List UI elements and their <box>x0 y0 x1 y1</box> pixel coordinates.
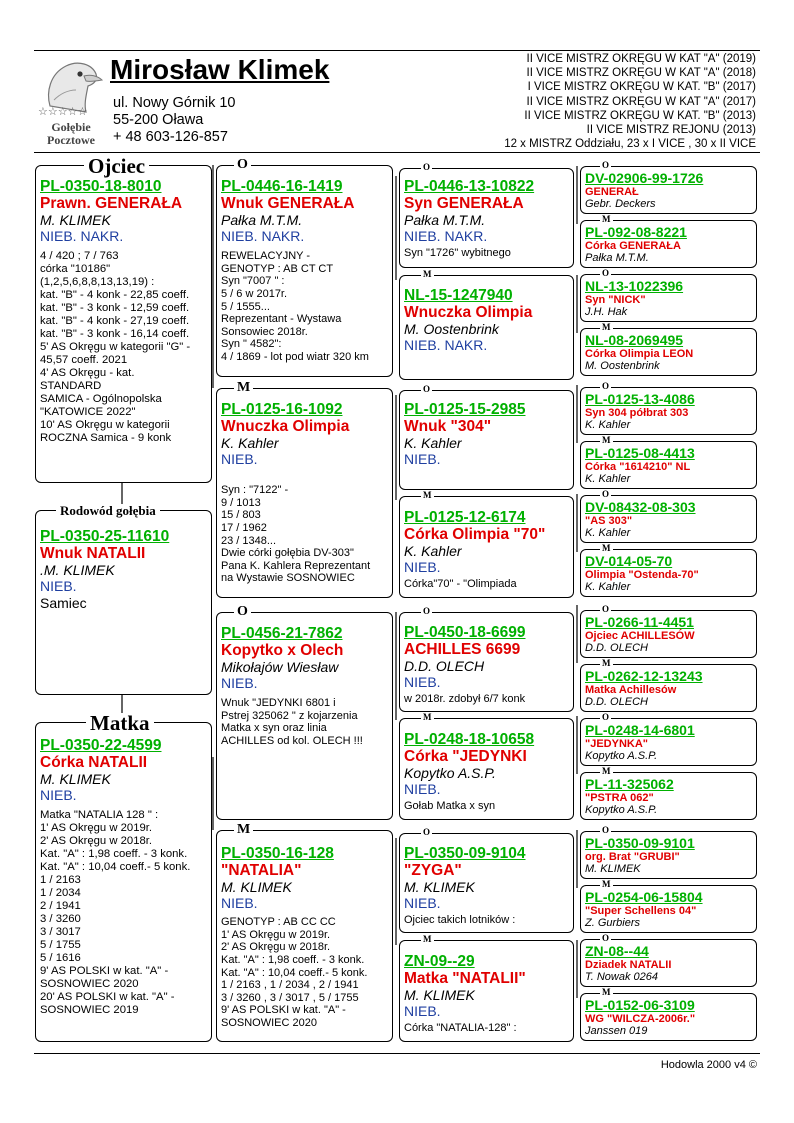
pigeon-name: Wnuk NATALII <box>40 545 146 563</box>
sire-marker: O <box>602 933 610 943</box>
pigeon-color: NIEB. <box>404 674 441 691</box>
ring-number[interactable]: PL-0248-18-10658 <box>404 731 535 748</box>
pigeon-name: Córka NATALII <box>40 754 148 772</box>
dam-marker: M <box>602 766 611 776</box>
dam-marker: M <box>602 658 611 668</box>
pigeon-name: Córka "1614210" NL <box>585 461 691 474</box>
sire-marker: O <box>423 384 431 394</box>
ring-number[interactable]: PL-0350-22-4599 <box>40 737 162 754</box>
pigeon-card-g11[interactable] <box>580 718 757 766</box>
pigeon-card-mmf[interactable] <box>399 833 574 933</box>
ring-number[interactable]: PL-0152-06-3109 <box>585 997 695 1013</box>
achievement-item: 12 x MISTRZ Oddziału, 23 x I VICE , 30 x II VICE <box>504 138 756 151</box>
ring-number[interactable]: PL-0350-25-11610 <box>40 528 170 545</box>
pigeon-card-mff[interactable] <box>399 612 574 712</box>
ring-number[interactable]: PL-0446-13-10822 <box>404 178 535 195</box>
ring-number[interactable]: PL-0456-21-7862 <box>221 625 343 642</box>
ring-number[interactable]: ZN-08--44 <box>585 943 649 959</box>
sire-marker: O <box>423 827 431 837</box>
footer-credit: Hodowla 2000 v4 © <box>660 1059 757 1071</box>
pigeon-notes: Gołab Matka x syn <box>404 799 496 812</box>
pigeon-name: org. Brat "GRUBI" <box>585 851 680 864</box>
ring-number[interactable]: DV-08432-08-303 <box>585 499 696 515</box>
pigeon-card-g8[interactable] <box>580 549 757 597</box>
achievement-item: II VICE MISTRZ OKRĘGU W KAT "A" (2019) <box>526 53 756 65</box>
pigeon-color: NIEB. NAKR. <box>404 337 488 354</box>
ring-number[interactable]: PL-0350-09-9101 <box>585 835 695 851</box>
pigeon-name: Syn GENERAŁA <box>404 195 524 213</box>
pigeon-name: Prawn. GENERAŁA <box>40 195 183 213</box>
pigeon-notes: Córka"70" - "Olimpiada <box>404 577 517 590</box>
pigeon-color: NIEB. NAKR. <box>40 228 124 245</box>
ring-number[interactable]: DV-014-05-70 <box>585 553 673 569</box>
pigeon-owner: D.D. OLECH <box>585 696 648 709</box>
pigeon-owner: M. KLIMEK <box>404 879 475 896</box>
logo-text-line1: Gołębie <box>51 120 91 134</box>
pigeon-owner: K. Kahler <box>221 435 279 452</box>
ring-number[interactable]: ZN-09--29 <box>404 953 475 970</box>
ring-number[interactable]: PL-0266-11-4451 <box>585 614 694 630</box>
achievement-item: II VICE MISTRZ OKRĘGU W KAT "A" (2018) <box>526 67 756 80</box>
ring-number[interactable]: PL-0446-16-1419 <box>221 178 343 195</box>
pigeon-notes: GENOTYP : AB CC CC 1' AS Okręgu w 2019r. 2' AS Okręgu w 2018r. Kat. "A" : 1,98 coeff. - 3 konk. Kat. "A" : 10,04 coeff.- 5 konk. 1 / 2163 , 1 / 2034 , 2 / 1941 3 / 3260 , 3 / 3017 , 5 / 1755 9' AS POLSKI w kat. "A" - SOSNOWIEC 2020 <box>221 915 368 1030</box>
sire-marker: O <box>602 268 610 278</box>
sire-marker: O <box>602 489 610 499</box>
pigeon-name: "NATALIA" <box>221 862 302 880</box>
pigeon-name: WG "WILCZA-2006r." <box>585 1013 696 1026</box>
pigeon-owner: M. KLIMEK <box>404 987 475 1004</box>
pigeon-notes: Wnuk "JEDYNKI 6801 i Pstrej 325062 " z kojarzenia Matka x syn oraz linia ACHILLES od kol. OLECH !!! <box>221 696 363 747</box>
ring-number[interactable]: PL-0125-15-2985 <box>404 401 526 418</box>
pigeon-card-g12[interactable] <box>580 772 757 820</box>
ring-number[interactable]: PL-0350-09-9104 <box>404 845 526 862</box>
pigeon-owner: K. Kahler <box>404 435 462 452</box>
pigeon-card-fm[interactable] <box>216 388 393 598</box>
dam-marker: M <box>602 322 611 332</box>
pigeon-card-g6[interactable] <box>580 441 757 489</box>
ring-number[interactable]: PL-0450-18-6699 <box>404 624 526 641</box>
svg-text:☆☆☆☆☆: ☆☆☆☆☆ <box>38 105 88 116</box>
pigeon-owner: Kopytko A.S.P. <box>404 765 496 782</box>
pigeon-card-g10[interactable] <box>580 664 757 712</box>
sire-marker: O <box>602 825 610 835</box>
pigeon-card-mfm[interactable] <box>399 718 574 820</box>
pigeon-name: Córka Olimpia "70" <box>404 526 546 544</box>
pigeon-name: Wnuk "304" <box>404 418 492 436</box>
pigeon-notes: Syn : "7122" - 9 / 1013 15 / 803 17 / 1962 23 / 1348... Dwie córki gołębia DV-303" Pana K. Kahlera Reprezentant na Wystawie SOSNOWIEC <box>221 483 371 585</box>
pigeon-card-g14[interactable] <box>580 885 757 933</box>
pigeon-owner: Mikołajów Wiesław <box>221 659 339 676</box>
pigeon-card-fmf[interactable] <box>399 390 574 490</box>
label-father: Ojciec <box>84 156 149 177</box>
pigeon-owner: M. Oostenbrink <box>404 321 499 338</box>
pigeon-owner: M. KLIMEK <box>221 879 292 896</box>
pigeon-card-g16[interactable] <box>580 993 757 1041</box>
pigeon-owner: K. Kahler <box>585 473 631 486</box>
pigeon-owner: Gebr. Deckers <box>585 198 656 211</box>
dam-marker: M <box>423 934 432 944</box>
pigeon-notes: 4 / 420 ; 7 / 763 córka "10186" (1,2,5,6,8,8,13,13,19) : kat. "B" - 4 konk - 22,85 coeff. kat. "B" - 3 konk - 12,59 coeff. kat. "B" - 4 konk - 27,19 coeff. kat. "B" - 3 konk - 16,14 coeff. 5' AS Okręgu w kategorii "G" - 45,57 coeff. 2021 4' AS Okręgu - kat. STANDARD SAMICA - Ogólnopolska "KATOWICE 2022" 10' AS Okręgu w kategorii ROCZNA Samica - 9 konk <box>40 249 191 444</box>
dam-marker: M <box>234 823 253 837</box>
ring-number[interactable]: PL-0125-08-4413 <box>585 445 695 461</box>
pigeon-name: Córka GENERAŁA <box>585 240 681 253</box>
pigeon-color: NIEB. <box>404 451 441 468</box>
pigeon-owner: K. Kahler <box>404 543 462 560</box>
pigeon-sex: Samiec <box>40 594 87 611</box>
pigeon-owner: D.D. OLECH <box>585 642 648 655</box>
pigeon-owner: Pałka M.T.M. <box>404 212 486 229</box>
pigeon-name: Ojciec ACHILLESÓW <box>585 630 695 643</box>
pigeon-name: Olimpia "Ostenda-70" <box>585 569 699 582</box>
pigeon-notes: Matka "NATALIA 128 " : 1' AS Okręgu w 2019r. 2' AS Okręgu w 2018r. Kat. "A" : 1,98 coeff. - 3 konk. Kat. "A" : 10,04 coeff.- 5 konk. 1 / 2163 1 / 2034 2 / 1941 3 / 3260 3 / 3017 5 / 1755 5 / 1616 9' AS POLSKI w kat. "A" - SOSNOWIEC 2020 20' AS POLSKI w kat. "A" - SOSNOWIEC 2019 <box>40 808 191 1016</box>
pigeon-name: Wnuczka Olimpia <box>221 418 350 436</box>
dam-marker: M <box>602 543 611 553</box>
sire-marker: O <box>602 712 610 722</box>
breeder-name: Mirosław Klimek <box>110 54 330 85</box>
pigeon-color: NIEB. <box>404 781 441 798</box>
pigeon-color: NIEB. NAKR. <box>404 228 488 245</box>
pigeon-card-subject[interactable] <box>35 510 212 695</box>
pigeon-notes: Ojciec takich lotników : <box>404 913 516 926</box>
achievement-item: II VICE MISTRZ OKRĘGU W KAT. "B" (2013) <box>524 109 756 122</box>
pigeon-color: NIEB. <box>404 559 441 576</box>
ring-number[interactable]: PL-11-325062 <box>585 776 674 792</box>
pigeon-owner: M. KLIMEK <box>40 771 111 788</box>
pigeon-name: "ZYGA" <box>404 862 462 880</box>
pigeon-owner: M. KLIMEK <box>585 863 641 876</box>
pigeon-name: Dziadek NATALII <box>585 959 672 972</box>
pigeon-owner: T. Nowak 0264 <box>585 971 658 984</box>
pigeon-card-g3[interactable] <box>580 274 757 322</box>
address-street: ul. Nowy Górnik 10 <box>113 95 236 111</box>
logo-text-line2: Pocztowe <box>47 132 95 147</box>
pigeon-notes: REWELACYJNY - GENOTYP : AB CT CT Syn "7007 " : 5 / 6 w 2017r. 5 / 1555... Reprezentant - Wystawa Sonsowiec 2018r. Syn " 4582": 4 / 1869 - lot pod wiatr 320 km <box>221 249 369 364</box>
ring-number[interactable]: PL-0350-16-128 <box>221 845 334 862</box>
pigeon-card-mother[interactable] <box>35 722 212 1042</box>
pigeon-card-fff[interactable] <box>399 168 574 268</box>
pigeon-name: Córka "JEDYNKI <box>404 748 527 766</box>
address-phone: + 48 603-126-857 <box>113 129 228 145</box>
dam-marker: M <box>602 879 611 889</box>
ring-number[interactable]: DV-02906-99-1726 <box>585 170 704 186</box>
pigeon-name: Syn "NICK" <box>585 294 646 307</box>
pigeon-name: ACHILLES 6699 <box>404 641 521 659</box>
ring-number[interactable]: PL-0125-13-4086 <box>585 391 695 407</box>
pigeon-card-mm[interactable] <box>216 830 393 1042</box>
pigeon-name: "PSTRA 062" <box>585 792 654 805</box>
dam-marker: M <box>423 490 432 500</box>
pigeon-owner: K. Kahler <box>585 581 631 594</box>
dam-marker: M <box>423 712 432 722</box>
pigeon-card-mmm[interactable] <box>399 940 574 1042</box>
pigeon-card-g13[interactable] <box>580 831 757 879</box>
ring-number[interactable]: NL-08-2069495 <box>585 332 684 348</box>
footer-rule <box>34 1053 760 1054</box>
ring-number[interactable]: NL-15-1247940 <box>404 287 513 304</box>
pigeon-color: NIEB. NAKR. <box>221 228 305 245</box>
pigeon-card-mf[interactable] <box>216 612 393 820</box>
sire-marker: O <box>602 160 610 170</box>
pigeon-owner: Pałka M.T.M. <box>221 212 303 229</box>
pigeon-notes: Córka "NATALIA-128" : <box>404 1021 517 1034</box>
pigeon-name: Matka "NATALII" <box>404 970 526 988</box>
achievement-item: I VICE MISTRZ OKRĘGU W KAT. "B" (2017) <box>527 81 756 94</box>
pigeon-color: NIEB. <box>221 675 258 692</box>
pigeon-card-g2[interactable] <box>580 220 757 268</box>
pigeon-name: Matka Achillesów <box>585 684 677 697</box>
pigeon-name: Syn 304 półbrat 303 <box>585 407 689 420</box>
sire-marker: O <box>423 162 431 172</box>
ring-number[interactable]: PL-0350-18-8010 <box>40 178 162 195</box>
pigeon-name: "Super Schellens 04" <box>585 905 697 918</box>
pigeon-name: Córka Olimpia LEON <box>585 348 694 361</box>
pigeon-owner: Janssen 019 <box>585 1025 648 1038</box>
pigeon-owner: .M. KLIMEK <box>40 562 115 579</box>
ring-number[interactable]: PL-0125-12-6174 <box>404 509 526 526</box>
sire-marker: O <box>602 381 610 391</box>
dam-marker: M <box>602 214 611 224</box>
sire-marker: O <box>234 158 251 172</box>
pigeon-owner: Z. Gurbiers <box>585 917 641 930</box>
pigeon-notes: Syn "1726" wybitnego <box>404 246 511 259</box>
pigeon-color: NIEB. <box>40 787 77 804</box>
pigeon-card-g1[interactable] <box>580 166 757 214</box>
pigeon-owner: M. Oostenbrink <box>585 360 660 373</box>
pigeon-card-g4[interactable] <box>580 328 757 376</box>
pigeon-color: NIEB. <box>404 1003 441 1020</box>
ring-number[interactable]: PL-092-08-8221 <box>585 224 687 240</box>
label-mother: Matka <box>86 713 154 734</box>
pigeon-owner: M. KLIMEK <box>40 212 111 229</box>
pigeon-name: Wnuczka Olimpia <box>404 304 533 322</box>
ring-number[interactable]: PL-0248-14-6801 <box>585 722 695 738</box>
pigeon-color: NIEB. <box>221 895 258 912</box>
pigeon-card-ff[interactable] <box>216 165 393 377</box>
dam-marker: M <box>423 269 432 279</box>
pigeon-card-fmm[interactable] <box>399 496 574 598</box>
pigeon-color: NIEB. <box>404 895 441 912</box>
ring-number[interactable]: PL-0125-16-1092 <box>221 401 343 418</box>
sire-marker: O <box>234 605 251 619</box>
pigeon-card-g5[interactable] <box>580 387 757 435</box>
address-city: 55-200 Oława <box>113 112 204 128</box>
pigeon-card-ffm[interactable] <box>399 275 574 380</box>
sire-marker: O <box>602 604 610 614</box>
dam-marker: M <box>602 987 611 997</box>
ring-number[interactable]: PL-0254-06-15804 <box>585 889 703 905</box>
dam-marker: M <box>234 381 253 395</box>
pigeon-name: GENERAŁ <box>585 186 639 199</box>
dam-marker: M <box>602 435 611 445</box>
pigeon-name: Kopytko x Olech <box>221 642 344 660</box>
pigeon-card-father[interactable] <box>35 165 212 483</box>
pigeon-color: NIEB. <box>221 451 258 468</box>
pigeon-owner: J.H. Hak <box>585 306 628 319</box>
pigeon-color: NIEB. <box>40 578 77 595</box>
label-subject: Rodowód gołębia <box>56 504 160 517</box>
pigeon-owner: D.D. OLECH <box>404 658 485 675</box>
pigeon-owner: K. Kahler <box>585 527 631 540</box>
pigeon-notes: w 2018r. zdobył 6/7 konk <box>404 692 526 705</box>
pigeon-owner: Kopytko A.S.P. <box>585 750 658 763</box>
pigeon-card-g9[interactable] <box>580 610 757 658</box>
sire-marker: O <box>423 606 431 616</box>
pigeon-card-g7[interactable] <box>580 495 757 543</box>
ring-number[interactable]: NL-13-1022396 <box>585 278 684 294</box>
pigeon-name: Wnuk GENERAŁA <box>221 195 355 213</box>
pigeon-owner: Pałka M.T.M. <box>585 252 649 265</box>
achievement-item: II VICE MISTRZ OKRĘGU W KAT "A" (2017) <box>526 95 756 108</box>
pigeon-name: "AS 303" <box>585 515 633 528</box>
pigeon-owner: K. Kahler <box>585 419 631 432</box>
achievement-item: II VICE MISTRZ REJONU (2013) <box>586 124 756 137</box>
pigeon-card-g15[interactable] <box>580 939 757 987</box>
pigeon-name: "JEDYNKA" <box>585 738 648 751</box>
ring-number[interactable]: PL-0262-12-13243 <box>585 668 703 684</box>
pigeon-owner: Kopytko A.S.P. <box>585 804 658 817</box>
